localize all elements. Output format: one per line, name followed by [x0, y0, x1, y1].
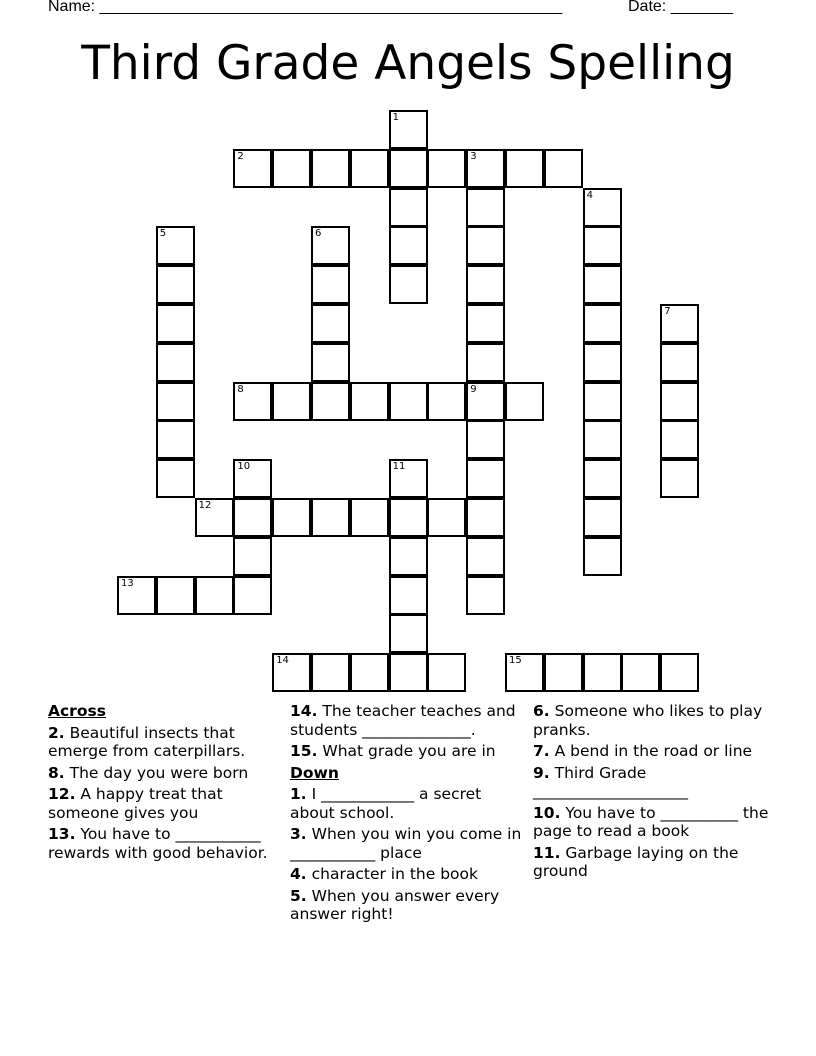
grid-cell[interactable]	[389, 537, 428, 576]
clue-number: 1.	[290, 785, 307, 803]
grid-cell[interactable]	[621, 653, 660, 692]
clue-across-14	[290, 702, 526, 739]
grid-cell[interactable]	[233, 498, 272, 537]
clue-number: 8.	[48, 763, 65, 782]
clue-down-11	[533, 844, 769, 881]
grid-cell[interactable]	[389, 576, 428, 615]
grid-cell[interactable]	[389, 265, 428, 304]
clue-number: 13.	[48, 825, 76, 843]
clue-number: 3.	[290, 825, 307, 843]
clue-down-6	[533, 702, 769, 739]
clue-number: 6.	[533, 702, 550, 720]
grid-cell[interactable]	[466, 188, 505, 227]
clue-across-13	[48, 825, 284, 862]
grid-cell[interactable]	[311, 265, 350, 304]
clue-text: character in the book	[311, 865, 478, 883]
clue-text: A bend in the road or line	[554, 742, 753, 760]
grid-cell[interactable]	[427, 498, 466, 537]
clue-text: You have to __________ the page to read a book	[533, 803, 769, 840]
grid-cell[interactable]	[583, 265, 622, 304]
grid-cell[interactable]	[505, 149, 544, 188]
grid-cell[interactable]	[389, 110, 428, 149]
grid-cell[interactable]	[233, 459, 272, 498]
grid-cell[interactable]	[466, 537, 505, 576]
grid-cell[interactable]	[389, 188, 428, 227]
grid-cell[interactable]	[272, 382, 311, 421]
grid-cell[interactable]	[156, 226, 195, 265]
grid-cell[interactable]	[583, 188, 622, 227]
clue-number: 12.	[48, 785, 76, 803]
clue-number: 15.	[290, 742, 318, 760]
grid-cell[interactable]	[156, 420, 195, 459]
cell-number: 3	[470, 150, 477, 162]
grid-cell[interactable]	[233, 382, 272, 421]
cell-number: 10	[237, 461, 251, 473]
grid-cell[interactable]	[466, 576, 505, 615]
clue-number: 7.	[533, 742, 550, 760]
grid-cell[interactable]	[350, 149, 389, 188]
clue-down-7	[533, 742, 769, 761]
clue-number: 10.	[533, 803, 561, 822]
grid-cell[interactable]	[466, 498, 505, 537]
grid-cell[interactable]	[466, 304, 505, 343]
grid-cell[interactable]	[466, 265, 505, 304]
grid-cell[interactable]	[583, 226, 622, 265]
clue-down-3	[290, 825, 526, 862]
grid-cell[interactable]	[272, 149, 311, 188]
grid-cell[interactable]	[156, 459, 195, 498]
grid-cell[interactable]	[583, 420, 622, 459]
grid-cell[interactable]	[660, 304, 699, 343]
grid-cell[interactable]	[389, 382, 428, 421]
grid-cell[interactable]	[350, 382, 389, 421]
clue-text: When you win you come in ___________ place	[290, 825, 522, 862]
clues-column-3	[533, 702, 769, 884]
clue-number: 9.	[533, 763, 550, 782]
grid-cell[interactable]	[311, 343, 350, 382]
cell-number: 9	[470, 383, 477, 395]
cell-number: 8	[237, 383, 244, 395]
grid-cell[interactable]	[660, 343, 699, 382]
clue-down-10	[533, 804, 769, 841]
grid-cell[interactable]	[311, 304, 350, 343]
grid-cell[interactable]	[427, 653, 466, 692]
clue-number: 11.	[533, 843, 561, 862]
grid-cell[interactable]	[660, 382, 699, 421]
grid-cell[interactable]	[660, 653, 699, 692]
grid-cell[interactable]	[583, 498, 622, 537]
cell-number: 14	[276, 655, 289, 667]
clue-text: A happy treat that someone gives you	[48, 785, 223, 822]
grid-cell[interactable]	[427, 382, 466, 421]
grid-cell[interactable]	[583, 304, 622, 343]
grid-cell[interactable]	[660, 420, 699, 459]
grid-cell[interactable]	[311, 498, 350, 537]
clues-column-2	[290, 702, 526, 927]
clue-down-1	[290, 785, 526, 822]
grid-cell[interactable]	[156, 304, 195, 343]
grid-cell[interactable]	[389, 149, 428, 188]
grid-cell[interactable]	[544, 149, 583, 188]
grid-cell[interactable]	[311, 149, 350, 188]
grid-cell[interactable]	[583, 653, 622, 692]
grid-cell[interactable]	[466, 420, 505, 459]
grid-cell[interactable]	[272, 498, 311, 537]
clue-text: Garbage laying on the ground	[533, 843, 739, 880]
clue-number: 4.	[290, 865, 307, 883]
cell-number: 1	[392, 112, 399, 123]
grid-cell[interactable]	[156, 382, 195, 421]
clue-text: You have to ___________ rewards with good behavior.	[48, 825, 268, 862]
across-heading: Across	[48, 702, 106, 720]
clue-across-2	[48, 724, 284, 761]
clue-down-9	[533, 764, 769, 801]
cell-number: 4	[586, 189, 593, 201]
cell-number: 15	[509, 655, 522, 667]
grid-cell[interactable]	[195, 576, 234, 615]
grid-cell[interactable]	[466, 459, 505, 498]
grid-cell[interactable]	[389, 614, 428, 653]
cell-number: 12	[198, 500, 212, 511]
clue-number: 2.	[48, 723, 65, 742]
clue-text: The day you were born	[69, 763, 249, 782]
grid-cell[interactable]	[466, 149, 505, 188]
clue-across-8	[48, 764, 284, 783]
clue-across-15	[290, 742, 526, 761]
grid-cell[interactable]	[660, 459, 699, 498]
clue-down-4	[290, 865, 526, 884]
grid-cell[interactable]	[311, 653, 350, 692]
clue-down-5	[290, 887, 526, 924]
cell-number: 7	[664, 306, 671, 317]
grid-cell[interactable]	[311, 226, 350, 265]
grid-cell[interactable]	[389, 498, 428, 537]
grid-cell[interactable]	[505, 653, 544, 692]
grid-cell[interactable]	[156, 343, 195, 382]
grid-cell[interactable]	[233, 576, 272, 615]
name-field-label: Name: ____________________________________________________	[48, 0, 563, 15]
grid-cell[interactable]	[389, 459, 428, 498]
grid-cell[interactable]	[311, 382, 350, 421]
grid-cell[interactable]	[195, 498, 234, 537]
grid-cell[interactable]	[117, 576, 156, 615]
grid-cell[interactable]	[583, 459, 622, 498]
grid-cell[interactable]	[156, 576, 195, 615]
cell-number: 2	[237, 150, 244, 162]
grid-cell[interactable]	[233, 537, 272, 576]
grid-cell[interactable]	[505, 382, 544, 421]
grid-cell[interactable]	[350, 498, 389, 537]
grid-cell[interactable]	[583, 343, 622, 382]
grid-cell[interactable]	[156, 265, 195, 304]
down-heading: Down	[290, 763, 339, 782]
clue-text: The teacher teaches and students ______________.	[290, 702, 516, 739]
clue-text: Third Grade ____________________	[533, 763, 688, 800]
grid-cell[interactable]	[389, 653, 428, 692]
cell-number: 5	[159, 228, 167, 240]
grid-cell[interactable]	[389, 226, 428, 265]
clue-text: I ____________ a secret about school.	[290, 785, 482, 822]
cell-number: 6	[315, 228, 322, 240]
clue-number: 14.	[290, 702, 318, 720]
grid-cell[interactable]	[466, 226, 505, 265]
grid-cell[interactable]	[583, 537, 622, 576]
grid-cell[interactable]	[272, 653, 311, 692]
grid-cell[interactable]	[350, 653, 389, 692]
grid-cell[interactable]	[466, 343, 505, 382]
page-title: Third Grade Angels Spelling	[81, 36, 735, 91]
cell-number: 13	[121, 577, 134, 589]
clue-text: What grade you are in	[322, 742, 496, 760]
clues-column-1	[48, 702, 284, 865]
date-field-label: Date: _______	[628, 0, 733, 15]
grid-cell[interactable]	[427, 149, 466, 188]
clue-text: Beautiful insects that emerge from caterpillars.	[48, 723, 246, 760]
grid-cell[interactable]	[466, 382, 505, 421]
grid-cell[interactable]	[583, 382, 622, 421]
clue-number: 5.	[290, 886, 307, 905]
clue-text: Someone who likes to play pranks.	[533, 702, 763, 739]
cell-number: 11	[392, 461, 406, 473]
grid-cell[interactable]	[544, 653, 583, 692]
clue-across-12	[48, 785, 284, 822]
grid-cell[interactable]	[233, 149, 272, 188]
clue-text: When you answer every answer right!	[290, 886, 500, 923]
